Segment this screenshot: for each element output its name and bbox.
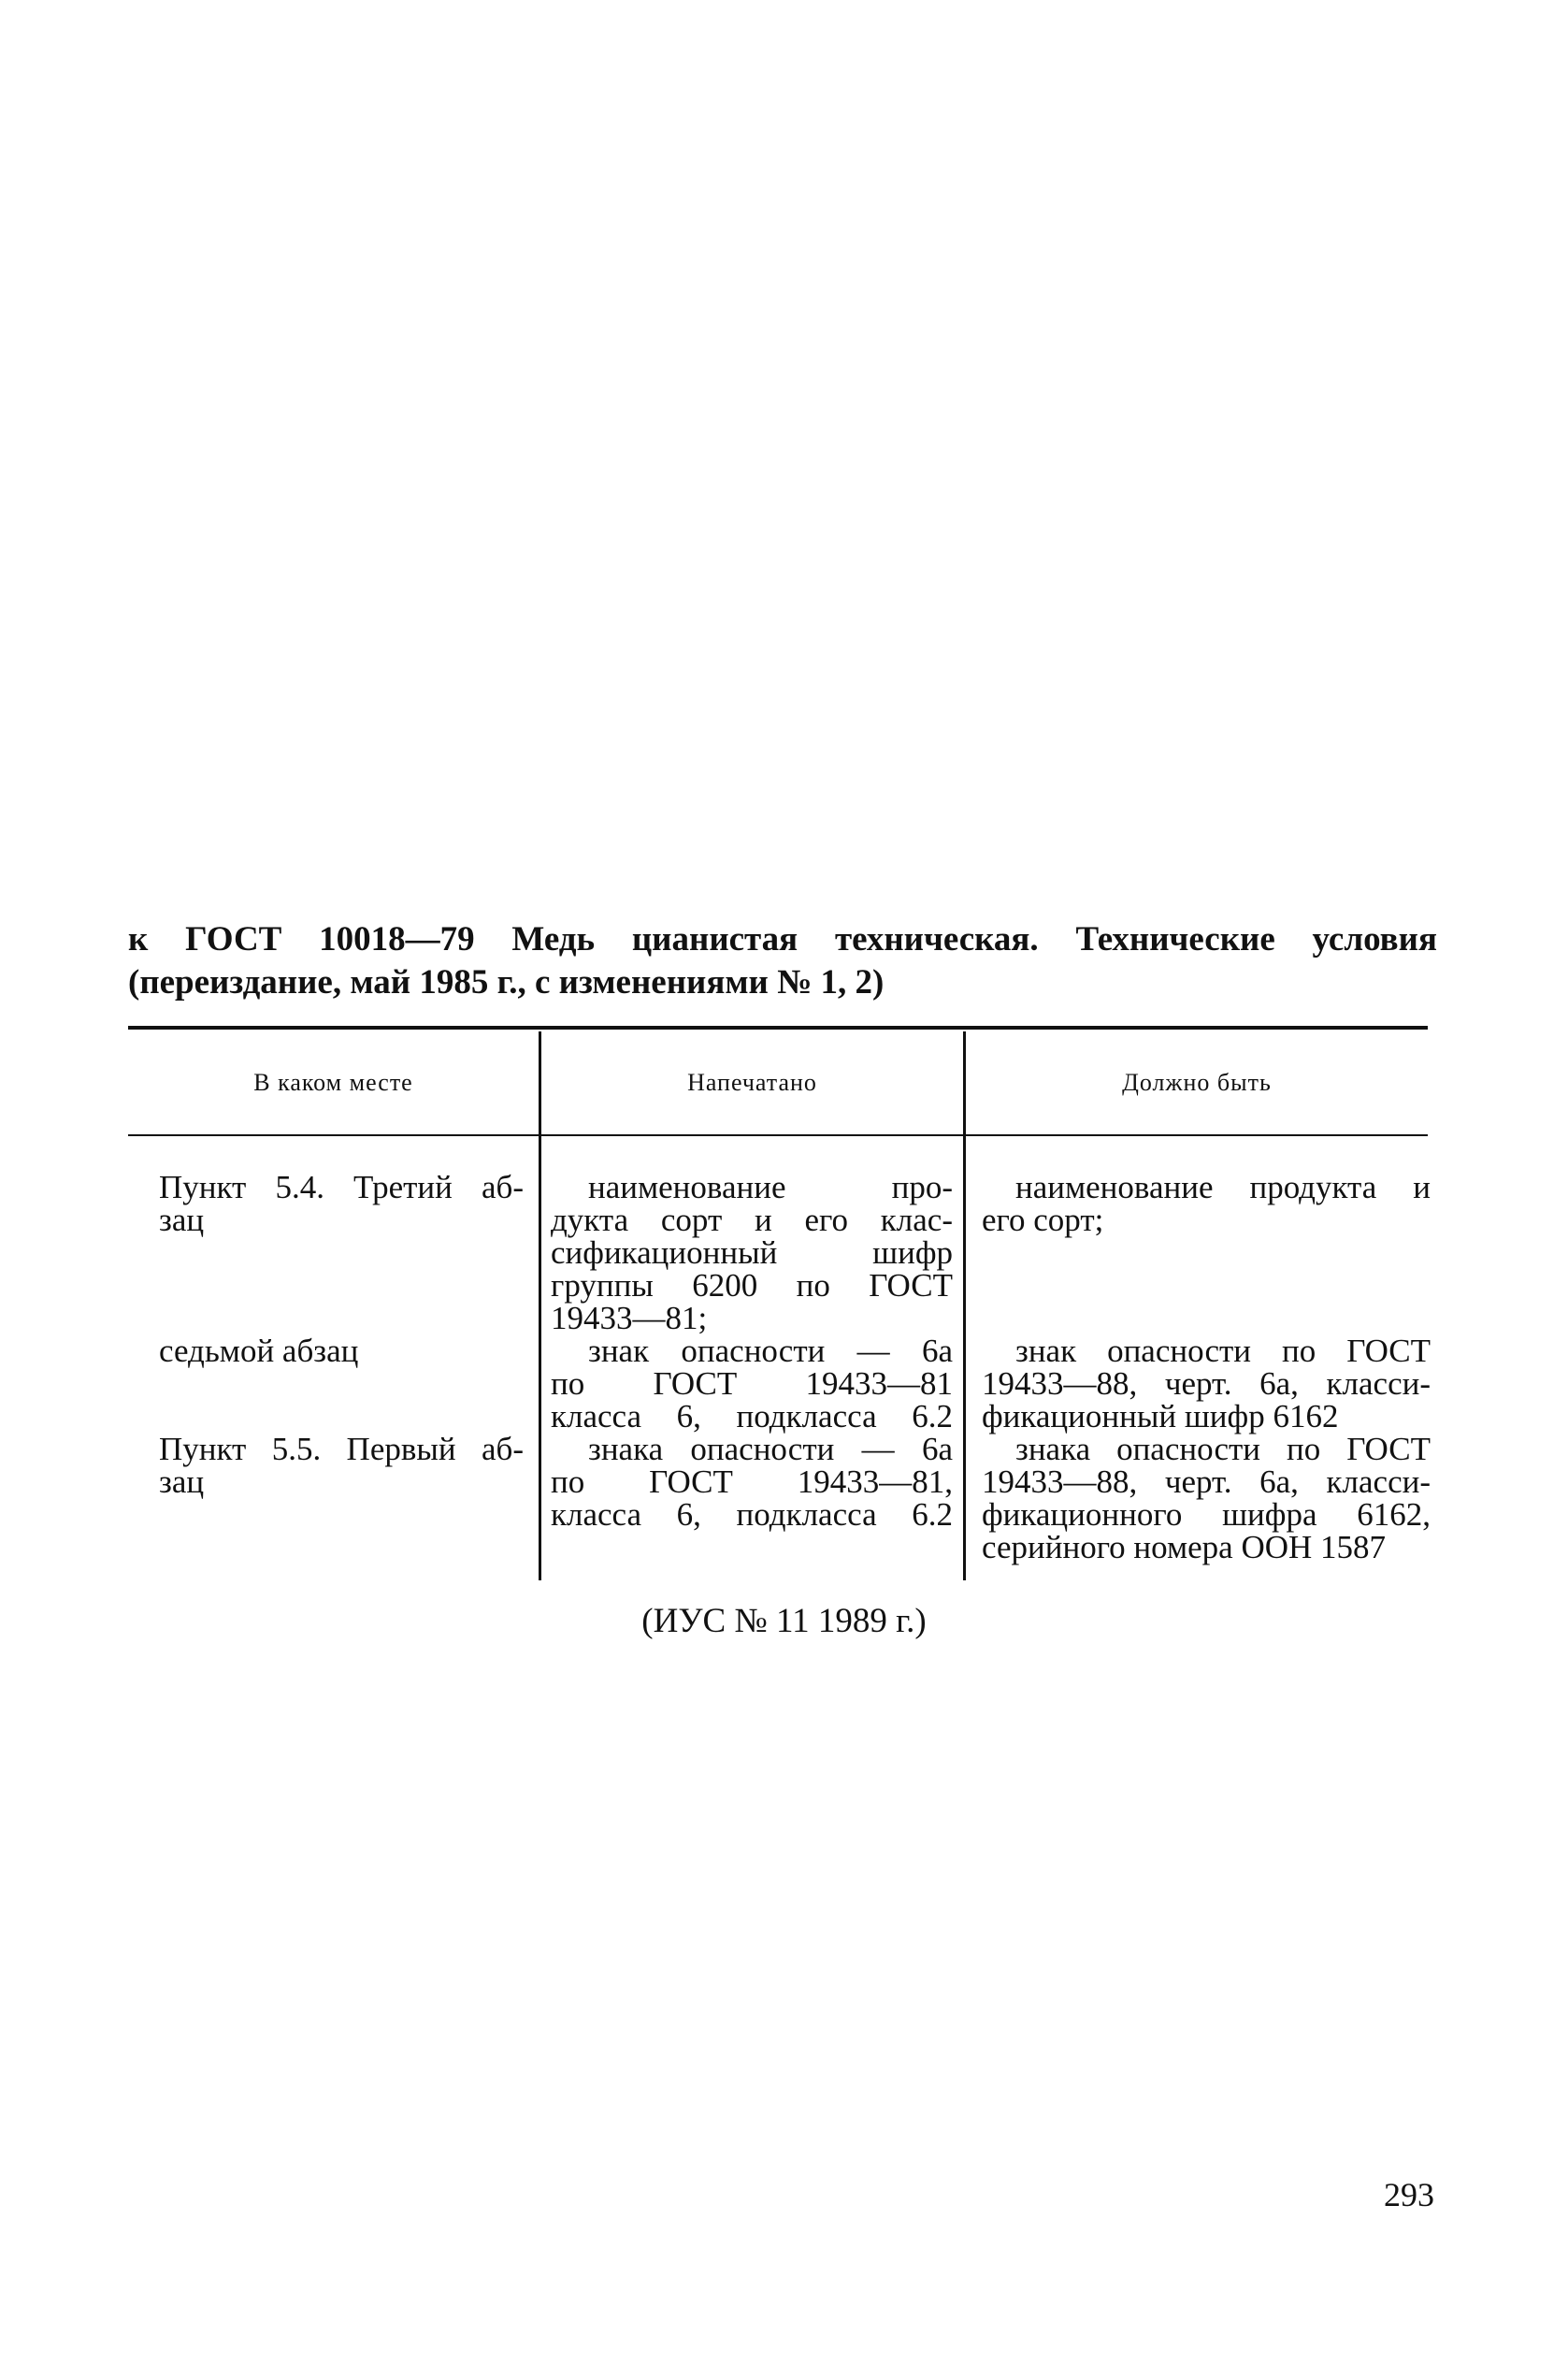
source-reference: (ИУС № 11 1989 г.) [641,1602,927,1640]
text-line: зац [159,1463,205,1500]
table-row-3-should-be [982,1433,1431,1564]
column-header-place: В каком месте [253,1069,413,1096]
text-line: знак опасности по ГОСТ [1015,1333,1431,1369]
text-line: наименование продукта и [1015,1169,1431,1205]
text-line: фикационного шифра 6162, [982,1496,1431,1533]
text-line: знака опасности — 6а [588,1431,953,1467]
text-line: серийного номера ООН 1587 [982,1529,1387,1565]
table-row-2-printed [551,1334,953,1433]
column-header-should-be: Должно быть [1122,1069,1272,1096]
table-row-1-place [159,1171,524,1236]
text-line: наименование про- [588,1169,953,1205]
table-row-3-place [159,1433,524,1498]
text-line: седьмой абзац [159,1333,359,1369]
text-line: Пункт 5.5. Первый аб- [159,1431,524,1467]
text-line: 19433—88, черт. 6а, класси- [982,1463,1431,1500]
document-heading: к ГОСТ 10018—79 Медь цианистая техническая. Технические условия (переиздание, май 1985 г., с изменениями № 1, 2) [128,920,1437,1002]
text-line: знак опасности — 6а [588,1333,953,1369]
text-line: дукта сорт и его клас- [551,1202,953,1238]
text-line: по ГОСТ 19433—81, [551,1463,953,1500]
text-line: по ГОСТ 19433—81 [551,1365,953,1402]
text-line: сификационный шифр [551,1234,953,1271]
text-line: 19433—88, черт. 6а, класси- [982,1365,1431,1402]
text-line: класса 6, подкласса 6.2 [551,1398,953,1434]
table-row-2-place [159,1334,524,1367]
column-header-printed: Напечатано [687,1069,817,1096]
page-number: 293 [1384,2176,1434,2213]
table-column-divider-1 [539,1031,541,1580]
table-row-3-printed [551,1433,953,1531]
table-row-1-should-be [982,1171,1431,1236]
text-line: Пункт 5.4. Третий аб- [159,1169,524,1205]
text-line: знака опасности по ГОСТ [1015,1431,1431,1467]
table-column-divider-2 [963,1031,966,1580]
text-line: 19433—81; [551,1300,708,1336]
text-line: фикационный шифр 6162 [982,1398,1339,1434]
table-top-rule [128,1026,1428,1030]
text-line: группы 6200 по ГОСТ [551,1267,953,1304]
text-line: зац [159,1202,205,1238]
text-line: его сорт; [982,1202,1104,1238]
table-row-2-should-be [982,1334,1431,1433]
table-header-rule [128,1134,1428,1136]
text-line: класса 6, подкласса 6.2 [551,1496,953,1533]
table-row-1-printed [551,1171,953,1334]
